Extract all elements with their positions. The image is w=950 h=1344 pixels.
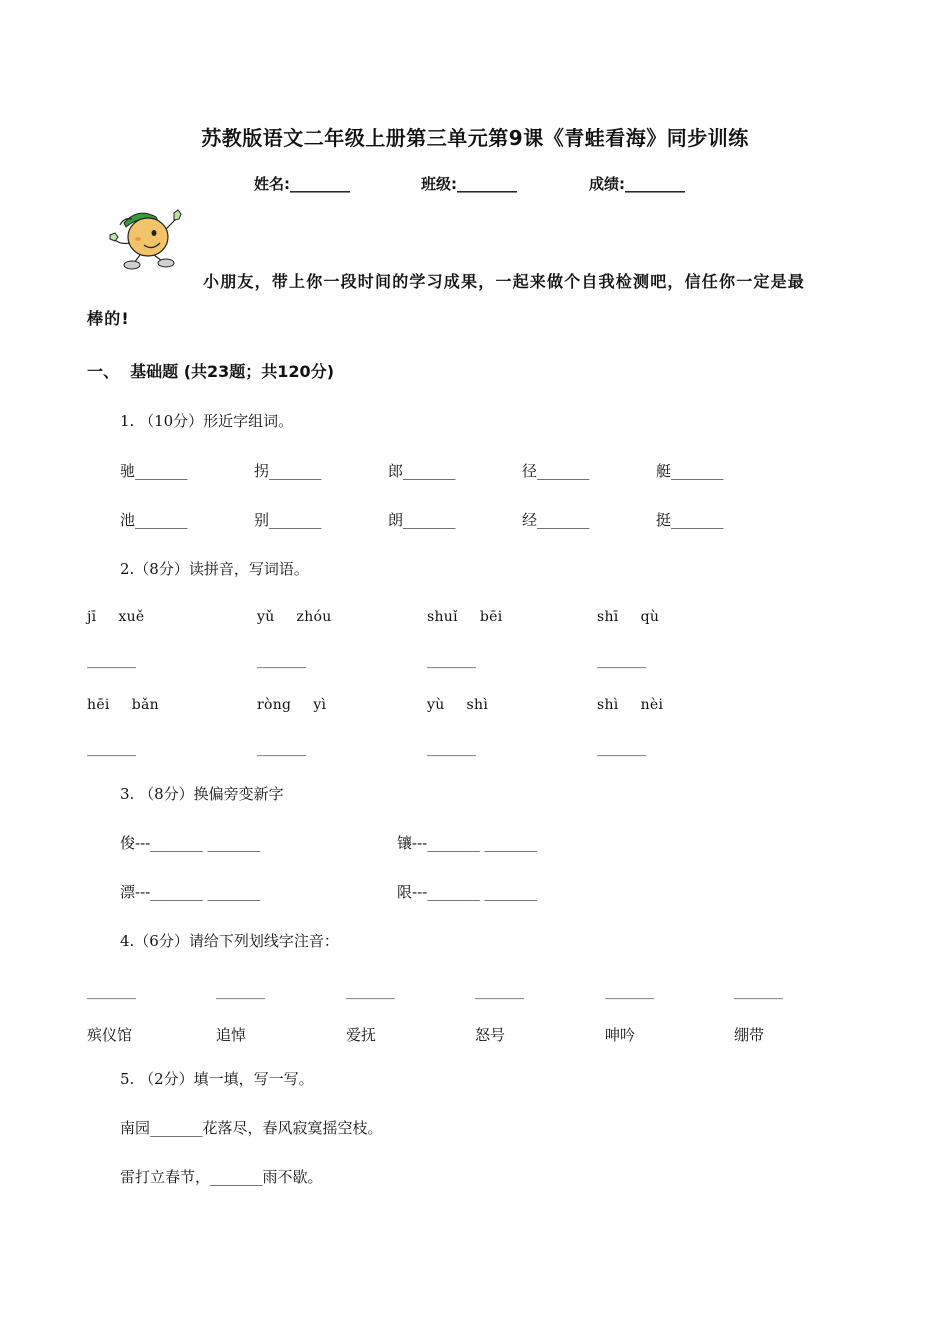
pinyin-pair bbox=[427, 609, 503, 625]
pinyin-pair bbox=[257, 697, 326, 713]
q1-item: 驰_______ bbox=[120, 462, 188, 480]
pinyin-syllable: shuǐ bbox=[427, 609, 458, 625]
answer-blank: _______ bbox=[597, 741, 646, 757]
pinyin-syllable: xuě bbox=[118, 609, 145, 625]
pinyin-pair bbox=[597, 609, 659, 625]
q5-line-2: 雷打立春节，_______雨不歇。 bbox=[120, 1168, 323, 1186]
pinyin-pair bbox=[87, 609, 145, 625]
q1-item: 郎_______ bbox=[388, 462, 456, 480]
pinyin-syllable: hēi bbox=[87, 697, 110, 713]
answer-blank: _______ bbox=[597, 653, 646, 669]
question-1-prompt: 1. （10分）形近字组词。 bbox=[120, 412, 294, 430]
answer-blank: _______ bbox=[605, 984, 654, 1000]
pinyin-syllable: nèi bbox=[640, 697, 664, 713]
pinyin-pair bbox=[427, 697, 488, 713]
answer-blank: _______ bbox=[475, 984, 524, 1000]
pinyin-pair bbox=[87, 697, 159, 713]
q1-item: 别_______ bbox=[254, 511, 322, 529]
answer-blank: _______ bbox=[257, 741, 306, 757]
q3-item: 漂---_______ _______ bbox=[120, 883, 260, 901]
answer-blank: _______ bbox=[87, 984, 136, 1000]
pinyin-syllable: shì bbox=[597, 697, 619, 713]
pinyin-syllable: ròng bbox=[257, 697, 292, 713]
answer-blank: _______ bbox=[87, 741, 136, 757]
q4-word: 殡仪馆 bbox=[87, 1026, 133, 1044]
mascot-illustration bbox=[108, 205, 188, 271]
section-heading: 一、 基础题 (共23题；共120分) bbox=[87, 362, 335, 381]
q3-item: 限---_______ _______ bbox=[397, 883, 537, 901]
score-field: 成绩:________ bbox=[589, 175, 685, 193]
q3-item: 镶---_______ _______ bbox=[397, 834, 537, 852]
pinyin-syllable: shì bbox=[466, 697, 489, 713]
q3-item: 俊---_______ _______ bbox=[120, 834, 260, 852]
pinyin-syllable: shī bbox=[597, 609, 619, 625]
q4-word: 追悼 bbox=[216, 1026, 247, 1044]
answer-blank: _______ bbox=[734, 984, 783, 1000]
class-field: 班级:________ bbox=[421, 175, 517, 193]
q1-item: 径_______ bbox=[522, 462, 590, 480]
q1-item: 拐_______ bbox=[254, 462, 322, 480]
intro-line-1: 小朋友，带上你一段时间的学习成果，一起来做个自我检测吧，信任你一定是最 bbox=[203, 272, 806, 291]
q1-item: 经_______ bbox=[522, 511, 590, 529]
question-5-prompt: 5. （2分）填一填，写一写。 bbox=[120, 1070, 314, 1088]
pinyin-pair bbox=[257, 609, 332, 625]
q1-item: 朗_______ bbox=[388, 511, 456, 529]
q4-word: 爱抚 bbox=[346, 1026, 377, 1044]
q1-item: 艇_______ bbox=[656, 462, 724, 480]
answer-blank: _______ bbox=[427, 653, 476, 669]
answer-blank: _______ bbox=[87, 653, 136, 669]
page-title: 苏教版语文二年级上册第三单元第9课《青蛙看海》同步训练 bbox=[201, 126, 749, 150]
q4-word: 怒号 bbox=[475, 1026, 506, 1044]
pinyin-pair bbox=[597, 697, 663, 713]
answer-blank: _______ bbox=[427, 741, 476, 757]
pinyin-syllable: qù bbox=[640, 609, 660, 625]
pinyin-syllable: yù bbox=[427, 697, 445, 713]
q1-item: 池_______ bbox=[120, 511, 188, 529]
question-3-prompt: 3. （8分）换偏旁变新字 bbox=[120, 785, 284, 803]
intro-line-2: 棒的! bbox=[87, 309, 130, 328]
q4-word: 呻吟 bbox=[605, 1026, 636, 1044]
pinyin-syllable: bēi bbox=[479, 609, 503, 625]
answer-blank: _______ bbox=[346, 984, 395, 1000]
pinyin-syllable: zhóu bbox=[296, 609, 332, 625]
question-4-prompt: 4.（6分）请给下列划线字注音： bbox=[120, 932, 339, 950]
question-2-prompt: 2.（8分）读拼音，写词语。 bbox=[120, 560, 309, 578]
pinyin-syllable: jī bbox=[87, 609, 97, 625]
q4-word: 绷带 bbox=[734, 1026, 765, 1044]
answer-blank: _______ bbox=[257, 653, 306, 669]
name-field: 姓名:________ bbox=[254, 175, 350, 193]
q5-line-1: 南园_______花落尽，春风寂寞摇空枝。 bbox=[120, 1119, 383, 1137]
pinyin-syllable: yì bbox=[313, 697, 327, 713]
q1-item: 挺_______ bbox=[656, 511, 724, 529]
pinyin-syllable: bǎn bbox=[131, 697, 159, 713]
pinyin-syllable: yǔ bbox=[257, 609, 275, 625]
answer-blank: _______ bbox=[216, 984, 265, 1000]
